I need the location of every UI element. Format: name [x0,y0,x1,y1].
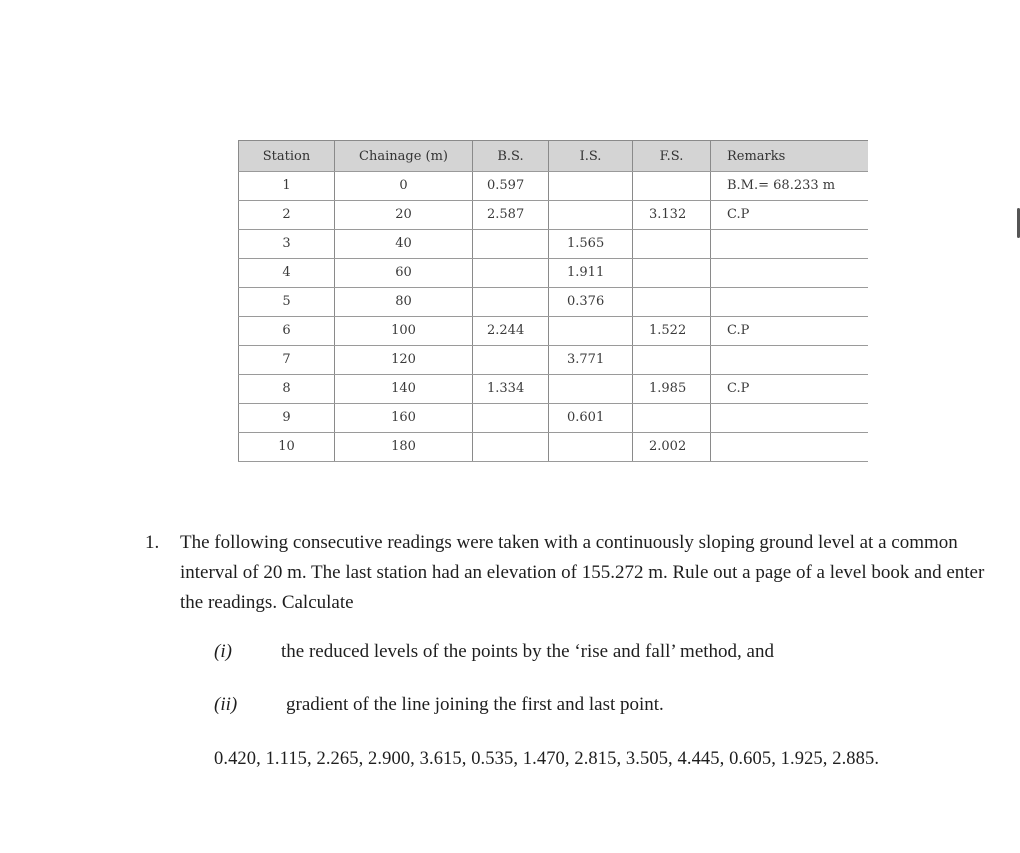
cell-chainage: 40 [335,230,473,259]
table-row [239,259,869,288]
question-number: 1. [145,532,160,553]
cell-fs [633,259,711,288]
cell-fs: 2.002 [633,433,711,462]
table-row [239,375,869,404]
cell-remarks: C.P [711,317,869,346]
cell-bs: 1.334 [473,375,549,404]
cell-remarks [711,346,869,375]
cell-fs [633,172,711,201]
sub-item-label: (i) [214,641,232,662]
cell-chainage: 80 [335,288,473,317]
cell-chainage: 180 [335,433,473,462]
cell-is [549,433,633,462]
cell-fs: 1.522 [633,317,711,346]
cell-remarks: C.P [711,375,869,404]
header-chainage: Chainage (m) [335,141,473,172]
cell-station: 4 [239,259,335,288]
cell-station: 8 [239,375,335,404]
cell-bs: 2.587 [473,201,549,230]
header-bs: B.S. [473,141,549,172]
cell-fs [633,346,711,375]
cell-chainage: 160 [335,404,473,433]
cell-station: 2 [239,201,335,230]
table-row [239,201,869,230]
cell-station: 3 [239,230,335,259]
cell-chainage: 20 [335,201,473,230]
table-body [239,172,869,462]
question-block [145,528,1005,618]
table-header-row [239,141,869,172]
cell-bs: 2.244 [473,317,549,346]
sub-item-text: the reduced levels of the points by the ‘rise and fall’ method, and [281,641,774,662]
table-row [239,317,869,346]
cell-fs [633,404,711,433]
cell-station: 7 [239,346,335,375]
sub-item-label: (ii) [214,694,238,715]
cell-is: 3.771 [549,346,633,375]
cell-chainage: 100 [335,317,473,346]
cell-bs [473,404,549,433]
cell-remarks [711,230,869,259]
cell-bs [473,433,549,462]
cell-bs [473,346,549,375]
cell-bs [473,259,549,288]
cell-bs: 0.597 [473,172,549,201]
table-row [239,172,869,201]
cell-is [549,201,633,230]
header-station: Station [239,141,335,172]
cell-fs: 3.132 [633,201,711,230]
question-text: The following consecutive readings were taken with a continuously sloping ground level at a common interval of 20 m. The last station had an elevation of 155.272 m. Rule out a page of a level book and enter the readings. Calculate [180,532,985,613]
cell-is [549,375,633,404]
cell-bs [473,288,549,317]
cell-is [549,317,633,346]
table-row [239,433,869,462]
cell-fs: 1.985 [633,375,711,404]
cell-remarks [711,404,869,433]
cell-station: 10 [239,433,335,462]
level-book-table [238,140,868,462]
cell-chainage: 140 [335,375,473,404]
cell-is [549,172,633,201]
cell-station: 5 [239,288,335,317]
sub-item-text: gradient of the line joining the first and last point. [286,694,664,715]
cell-is: 0.376 [549,288,633,317]
cell-remarks [711,259,869,288]
cell-is: 1.565 [549,230,633,259]
cell-fs [633,288,711,317]
table-row [239,346,869,375]
cell-remarks: B.M.= 68.233 m [711,172,869,201]
readings-list: 0.420, 1.115, 2.265, 2.900, 3.615, 0.535, 1.470, 2.815, 3.505, 4.445, 0.605, 1.925, 2.885. [214,749,880,769]
header-remarks: Remarks [711,141,869,172]
cell-station: 6 [239,317,335,346]
table-row [239,404,869,433]
cell-fs [633,230,711,259]
cell-station: 1 [239,172,335,201]
cell-chainage: 60 [335,259,473,288]
cell-is: 1.911 [549,259,633,288]
header-is: I.S. [549,141,633,172]
cell-bs [473,230,549,259]
table-row [239,288,869,317]
cell-remarks [711,433,869,462]
cell-chainage: 120 [335,346,473,375]
cell-chainage: 0 [335,172,473,201]
header-fs: F.S. [633,141,711,172]
cell-remarks [711,288,869,317]
cell-station: 9 [239,404,335,433]
table-row [239,230,869,259]
cell-is: 0.601 [549,404,633,433]
cell-remarks: C.P [711,201,869,230]
